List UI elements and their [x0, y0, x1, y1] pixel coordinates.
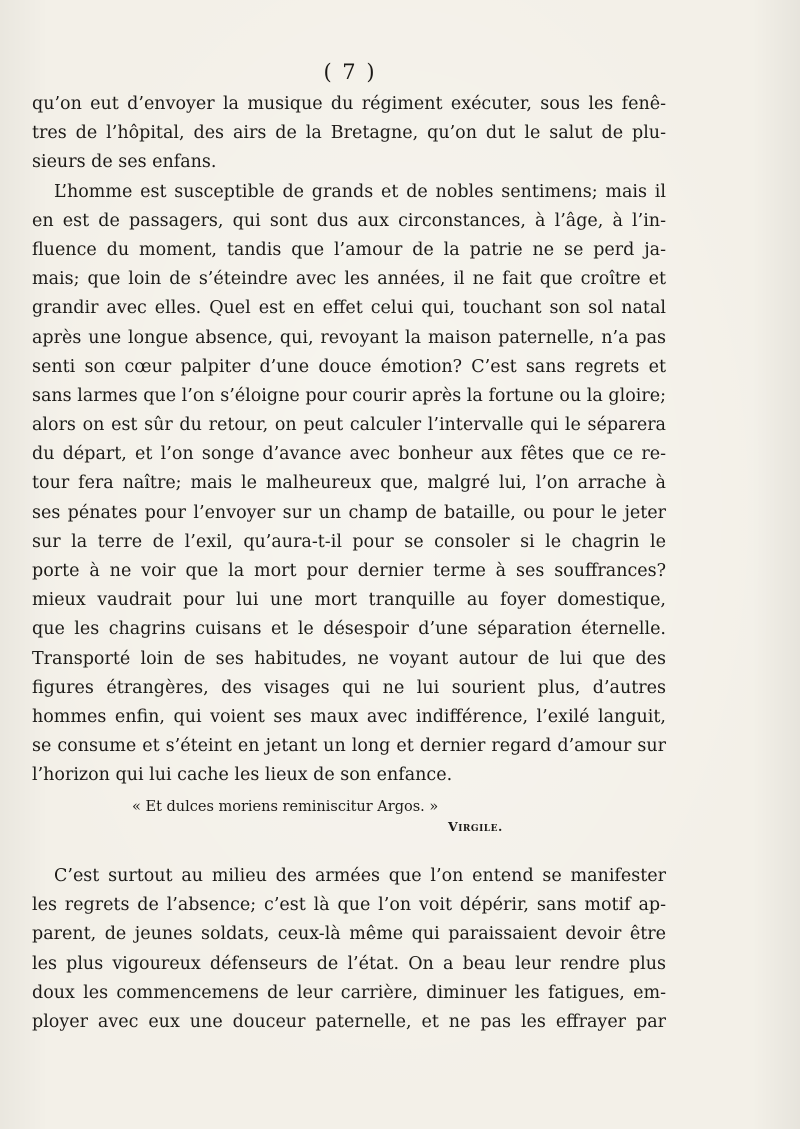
- text-line: sans larmes que l’on s’éloigne pour courir après la fortune ou la gloire;: [32, 385, 666, 406]
- text-line: du départ, et l’on songe d’avance avec bonheur aux fêtes que ce re-: [32, 444, 666, 465]
- text-line: C’est surtout au milieu des armées que l’on entend se manifester: [54, 866, 666, 886]
- page-number: ( 7 ): [323, 60, 377, 84]
- text-line: tour fera naître; mais le malheureux que, malgré lui, l’on arrache à: [32, 473, 666, 494]
- latin-quote: « Et dulces moriens reminiscitur Argos. »: [132, 799, 439, 815]
- text-line: senti son cœur palpiter d’une douce émotion? C’est sans regrets et: [32, 356, 666, 377]
- text-line: qu’on eut d’envoyer la musique du régiment exécuter, sous les fenê-: [32, 94, 666, 114]
- text-line: figures étrangères, des visages qui ne lui sourient plus, d’autres: [32, 677, 666, 698]
- text-line: hommes enfin, qui voient ses maux avec indifférence, l’exilé languit,: [32, 706, 666, 727]
- text-line: ses pénates pour l’envoyer sur un champ de bataille, ou pour le jeter: [32, 502, 666, 523]
- text-line: ployer avec eux une douceur paternelle, et ne pas les effrayer par: [32, 1011, 666, 1032]
- text-line: alors on est sûr du retour, on peut calculer l’intervalle qui le séparera: [32, 415, 666, 436]
- text-line: porte à ne voir que la mort pour dernier terme à ses souffrances?: [32, 561, 666, 581]
- text-line: grandir avec elles. Quel est en effet celui qui, touchant son sol natal: [32, 298, 666, 319]
- text-line: après une longue absence, qui, revoyant la maison paternelle, n’a pas: [32, 327, 666, 348]
- paragraph-block-2: [32, 862, 666, 1037]
- epigraph: [32, 796, 666, 846]
- text-line: sieurs de ses enfans.: [32, 152, 217, 173]
- text-line: parent, de jeunes soldats, ceux-là même qui paraissaient devoir être: [32, 924, 666, 945]
- text-line: L’homme est susceptible de grands et de nobles sentimens; mais il: [54, 181, 666, 202]
- text-line: l’horizon qui lui cache les lieux de son enfance.: [32, 765, 453, 786]
- text-line: doux les commencemens de leur carrière, diminuer les fatigues, em-: [32, 982, 666, 1003]
- text-line: les plus vigoureux défenseurs de l’état. On a beau leur rendre plus: [32, 953, 666, 974]
- text-line: fluence du moment, tandis que l’amour de la patrie ne se perd ja-: [32, 239, 666, 260]
- text-line: mieux vaudrait pour lui une mort tranquille au foyer domestique,: [32, 590, 666, 611]
- text-line: les regrets de l’absence; c’est là que l’on voit dépérir, sans motif ap-: [32, 895, 666, 916]
- text-line: Transporté loin de ses habitudes, ne voyant autour de lui que des: [32, 648, 666, 669]
- text-line: se consume et s’éteint en jetant un long et dernier regard d’amour sur: [32, 736, 666, 757]
- paragraph-block-1: [32, 90, 666, 791]
- text-line: en est de passagers, qui sont dus aux circonstances, à l’âge, à l’in-: [32, 210, 666, 231]
- text-line: tres de l’hôpital, des airs de la Bretagne, qu’on dut le salut de plu-: [32, 123, 666, 144]
- text-line: que les chagrins cuisans et le désespoir d’une séparation éternelle.: [32, 619, 666, 640]
- text-line: sur la terre de l’exil, qu’aura-t-il pour se consoler si le chagrin le: [32, 531, 666, 552]
- text-line: mais; que loin de s’éteindre avec les années, il ne fait que croître et: [32, 269, 666, 290]
- quote-attribution: Virgile.: [448, 819, 503, 834]
